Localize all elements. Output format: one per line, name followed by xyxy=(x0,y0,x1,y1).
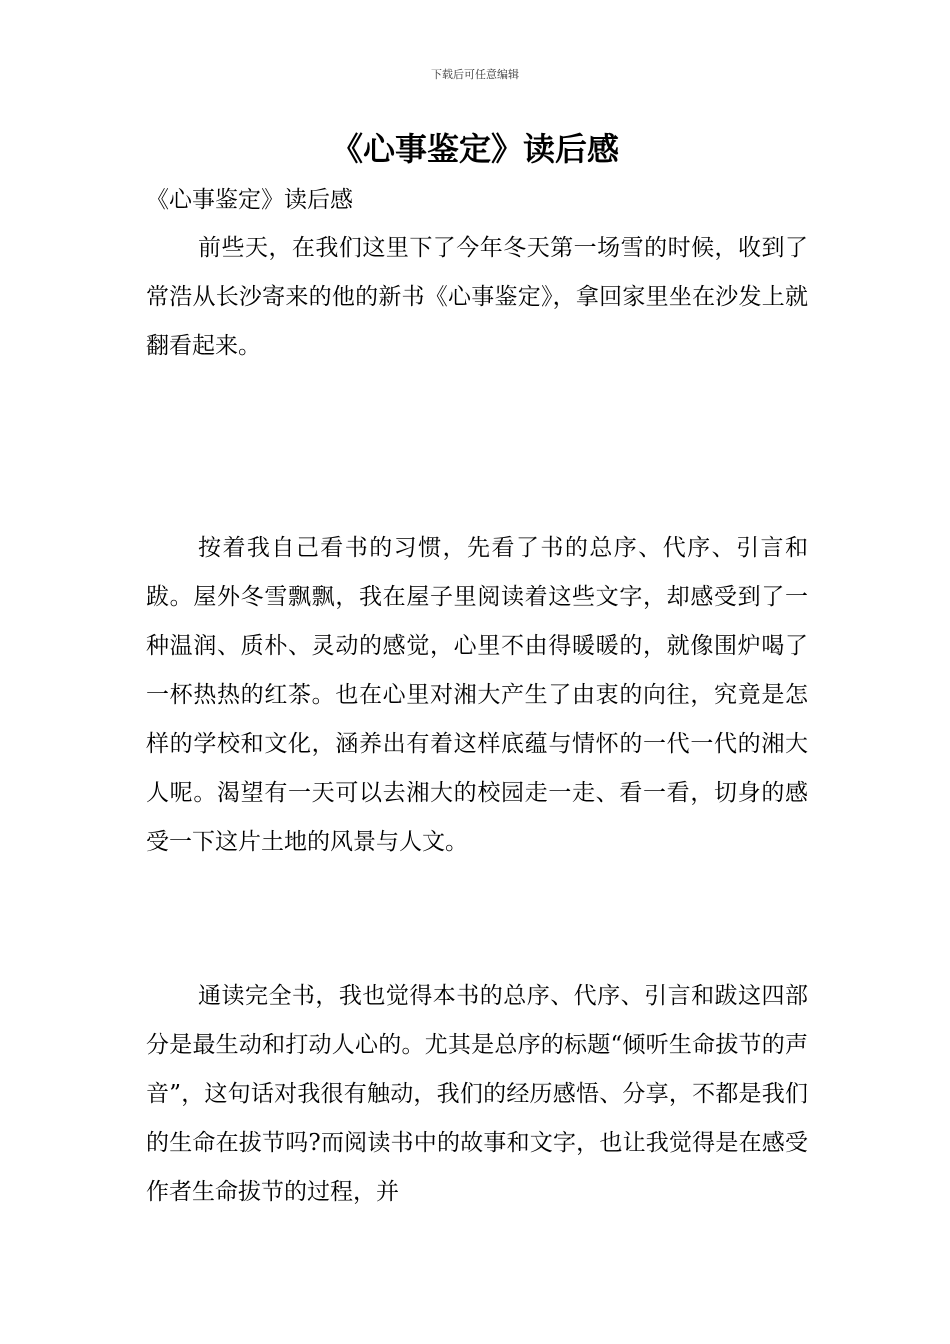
document-subtitle: 《心事鉴定》读后感 xyxy=(146,187,353,213)
paragraph-1: 前些天，在我们这里下了今年冬天第一场雪的时候，收到了常浩从长沙寄来的他的新书《心事鉴定》，拿回家里坐在沙发上就翻看起来。 xyxy=(146,235,808,359)
header-note: 下载后可任意编辑 xyxy=(431,68,519,81)
paragraph-2: 按着我自己看书的习惯，先看了书的总序、代序、引言和跋。屋外冬雪飘飘，我在屋子里阅读着这些文字，却感受到了一种温润、质朴、灵动的感觉，心里不由得暖暖的，就像围炉喝了一杯热热的红茶。也在心里对湘大产生了由衷的向往，究竟是怎样的学校和文化，涵养出有着这样底蕴与情怀的一代一代的湘大人呢。渴望有一天可以去湘大的校园走一走、看一看，切身的感受一下这片土地的风景与人文。 xyxy=(146,535,808,855)
document-title: 《心事鉴定》读后感 xyxy=(330,130,619,168)
paragraph-3: 通读完全书，我也觉得本书的总序、代序、引言和跋这四部分是最生动和打动人心的。尤其是总序的标题“倾听生命拔节的声音”，这句话对我很有触动，我们的经历感悟、分享，不都是我们的生命在拔节吗?而阅读书中的故事和文字，也让我觉得是在感受作者生命拔节的过程，并 xyxy=(146,983,808,1205)
